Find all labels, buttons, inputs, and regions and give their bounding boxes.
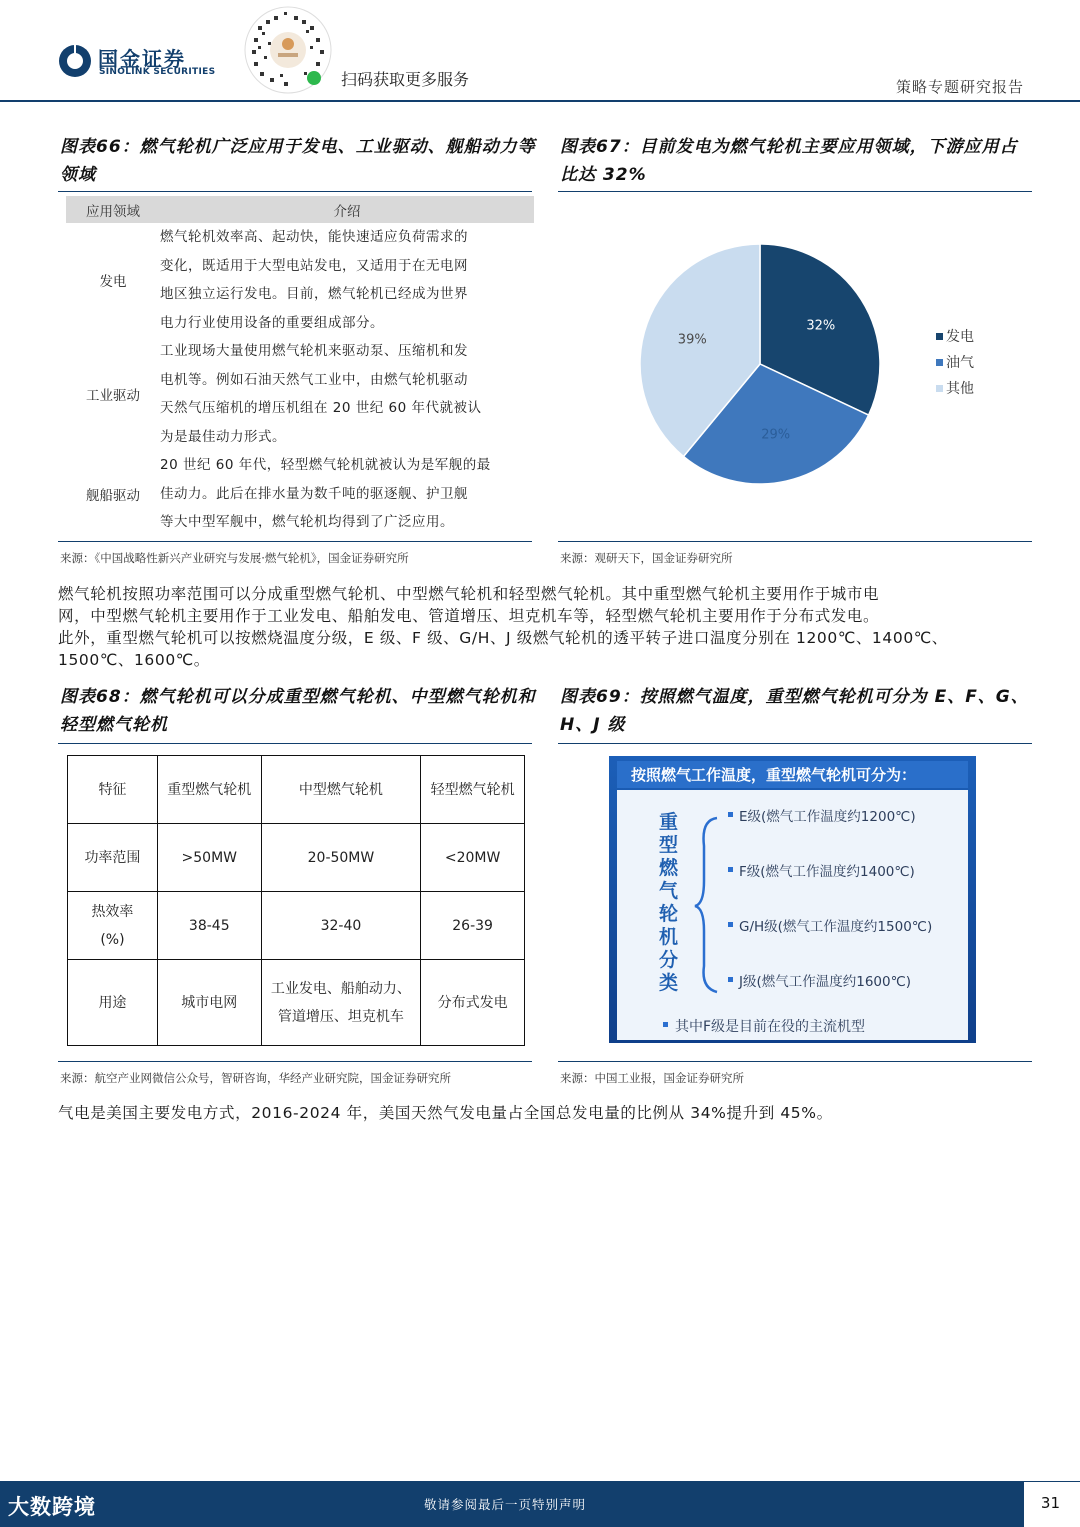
feature-cell: 功率范围: [68, 824, 158, 892]
light-cell: 26-39: [421, 892, 525, 960]
fig68-rule: [58, 743, 532, 744]
para-line: 燃气轮机按照功率范围可以分成重型燃气轮机、中型燃气轮机和轻型燃气轮机。其中重型燃气轮机主要用作于城市电: [58, 585, 880, 603]
fig69-bottom-rule: [558, 1061, 1032, 1062]
col-header: 特征: [68, 756, 158, 824]
desc-line: 电力行业使用设备的重要组成部分。: [160, 314, 384, 331]
legend-swatch: [936, 333, 943, 340]
fig69-title: 图表69：按照燃气温度，重型燃气轮机可分为 E、F、G、H、J 级: [560, 687, 1029, 735]
fig68-table: [67, 755, 525, 1046]
heavy-cell: 城市电网: [157, 960, 261, 1046]
svg-text:轮: 轮: [659, 903, 679, 925]
legend-swatch: [936, 385, 943, 392]
desc-line: 燃气轮机效率高、起动快，能快速适应负荷需求的: [160, 229, 468, 245]
fig68-source: 来源：航空产业网微信公众号，智研咨询，华经产业研究院，国金证券研究所: [60, 1071, 451, 1085]
table-row: [66, 223, 534, 337]
desc-line: 工业现场大量使用燃气轮机来驱动泵、压缩机和发: [160, 343, 468, 359]
desc-line: 等大中型军舰中，燃气轮机均得到了广泛应用。: [160, 514, 454, 530]
medium-cell: 工业发电、船舶动力、管道增压、坦克机车: [261, 960, 421, 1046]
fig67-pie-chart: [560, 196, 1030, 536]
legend-label: 其他: [946, 381, 974, 397]
medium-cell: 32-40: [261, 892, 421, 960]
legend-label: 发电: [946, 329, 974, 345]
fig68-bottom-rule: [58, 1061, 532, 1062]
desc-line: 为是最佳动力形式。: [160, 428, 286, 445]
heavy-cell: 38-45: [157, 892, 261, 960]
svg-text:J级(燃气工作温度约1600℃): J级(燃气工作温度约1600℃): [739, 974, 912, 990]
col-header: 中型燃气轮机: [261, 756, 421, 824]
header-divider: [0, 100, 1080, 102]
fig68-title: 图表68：燃气轮机可以分成重型燃气轮机、中型燃气轮机和轻型燃气轮机: [60, 687, 536, 735]
brand-name-en: SINOLINK SECURITIES: [99, 67, 216, 77]
svg-text:G/H级(燃气工作温度约1500℃): G/H级(燃气工作温度约1500℃): [739, 919, 933, 935]
legend-swatch: [936, 359, 943, 366]
report-type: 策略专题研究报告: [895, 78, 1024, 96]
fig67-source: 来源：观研天下，国金证券研究所: [560, 551, 733, 565]
svg-text:重: 重: [659, 811, 679, 833]
fig66-title: 图表66：燃气轮机广泛应用于发电、工业驱动、舰船动力等领域: [60, 137, 536, 185]
col-header: 重型燃气轮机: [157, 756, 261, 824]
svg-text:机: 机: [659, 926, 679, 948]
fig69-note: 其中F级是目前在役的主流机型: [675, 1019, 866, 1035]
pie-data-label: 39%: [677, 332, 707, 348]
svg-text:型: 型: [659, 834, 679, 856]
svg-text:E级(燃气工作温度约1200℃): E级(燃气工作温度约1200℃): [739, 809, 916, 825]
fig66-table: [66, 196, 534, 537]
desc-line: 变化，既适用于大型电站发电，又适用于在无电网: [160, 257, 468, 274]
disclaimer-note: 敬请参阅最后一页特别声明: [423, 1497, 586, 1512]
feature-cell: 用途: [68, 960, 158, 1046]
para-line: 网，中型燃气轮机主要用作于工业发电、船舶发电、管道增压、坦克机车等，轻型燃气轮机主要用作于分布式发电。: [58, 607, 880, 625]
body-paragraph: [58, 583, 1030, 671]
fig69-source: 来源：中国工业报，国金证券研究所: [560, 1071, 744, 1085]
field-cell: 舰船驱动: [86, 487, 140, 504]
brand-name: 国金证券: [98, 47, 186, 71]
light-cell: 分布式发电: [421, 960, 525, 1046]
fig69-classification-image: [609, 756, 976, 1043]
legend-label: 油气: [946, 355, 974, 371]
field-cell: 工业驱动: [86, 388, 140, 404]
col-header: 轻型燃气轮机: [421, 756, 525, 824]
svg-text:分: 分: [659, 949, 679, 971]
table-header-row: [68, 756, 525, 824]
heavy-cell: >50MW: [157, 824, 261, 892]
field-cell: 发电: [99, 274, 127, 290]
col-header-field: 应用领域: [66, 196, 160, 223]
fig69-rule: [558, 743, 1032, 744]
svg-text:类: 类: [659, 972, 679, 994]
scan-qr-text: 扫码获取更多服务: [341, 70, 470, 89]
svg-text:气: 气: [659, 880, 679, 902]
page-header: [0, 0, 1080, 100]
table-row: [66, 451, 534, 537]
col-header-desc: 介绍: [160, 196, 534, 223]
light-cell: <20MW: [421, 824, 525, 892]
medium-cell: 20-50MW: [261, 824, 421, 892]
para-line: 此外，重型燃气轮机可以按燃烧温度分级，E 级、F 级、G/H、J 级燃气轮机的透平转子进口温度分别在 1200℃、1400℃、: [58, 629, 948, 647]
body-paragraph-2: 气电是美国主要发电方式，2016-2024 年，美国天然气发电量占全国总发电量的比例从 34%提升到 45%。: [58, 1104, 833, 1122]
pie-data-label: 29%: [761, 427, 791, 443]
fig69-side-label: [658, 811, 679, 994]
desc-cell: [160, 451, 534, 537]
svg-text:燃: 燃: [659, 857, 679, 879]
pie-data-label: 32%: [806, 318, 836, 334]
qr-code-icon[interactable]: [244, 6, 332, 94]
svg-text:F级(燃气工作温度约1400℃): F级(燃气工作温度约1400℃): [739, 864, 915, 880]
page-number: 31: [1040, 1494, 1060, 1512]
desc-cell: [160, 337, 534, 451]
desc-line: 20 世纪 60 年代，轻型燃气轮机就被认为是军舰的最: [160, 457, 491, 473]
fig66-bottom-rule: [58, 541, 532, 542]
fig66-rule: [58, 191, 532, 192]
desc-line: 佳动力。此后在排水量为数千吨的驱逐舰、护卫舰: [160, 485, 468, 502]
sinolink-logo-icon: [58, 44, 92, 78]
desc-line: 天然气压缩机的增压机组在 20 世纪 60 年代就被认: [160, 400, 482, 416]
table-row: [66, 337, 534, 451]
fig66-source: 来源：《中国战略性新兴产业研究与发展·燃气轮机》，国金证券研究所: [60, 551, 409, 565]
fig67-title: 图表67：目前发电为燃气轮机主要应用领域，下游应用占比达 32%: [560, 137, 1018, 185]
desc-cell: [160, 223, 534, 337]
table-header-row: [66, 196, 534, 223]
feature-cell: 热效率(%): [68, 892, 158, 960]
fig67-rule: [558, 191, 1032, 192]
table-row: [68, 892, 525, 960]
table-row: [68, 824, 525, 892]
table-row: [68, 960, 525, 1046]
fig69-banner: 按照燃气工作温度，重型燃气轮机可分为：: [631, 766, 917, 784]
watermark: 大数跨境: [8, 1495, 96, 1519]
fig67-bottom-rule: [558, 541, 1032, 542]
para-line: 1500℃、1600℃。: [58, 651, 210, 669]
desc-line: 地区独立运行发电。目前，燃气轮机已经成为世界: [160, 286, 468, 302]
desc-line: 电机等。例如石油天然气工业中，由燃气轮机驱动: [160, 371, 468, 388]
